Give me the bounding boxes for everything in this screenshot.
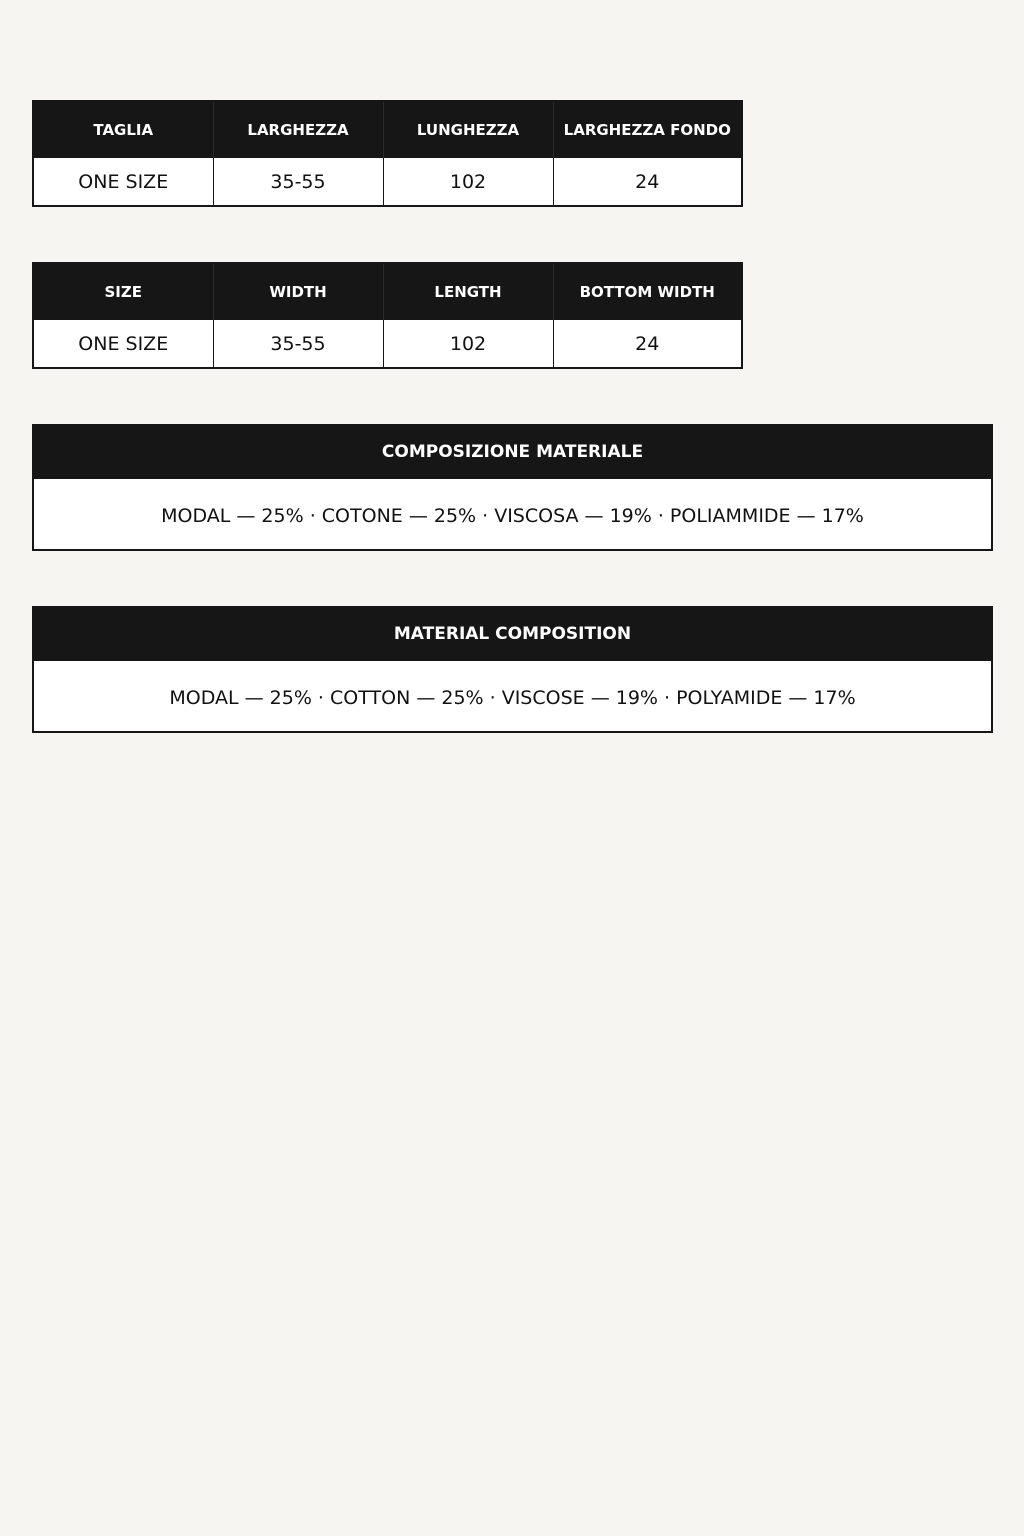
cell-bottom-width: 24: [553, 158, 742, 206]
cell-size: ONE SIZE: [33, 158, 213, 206]
size-table-english: [32, 262, 743, 369]
table-header-row: [33, 263, 742, 320]
cell-width: 35-55: [213, 320, 383, 368]
header-bottom-width: BOTTOM WIDTH: [553, 263, 742, 320]
table-row: [33, 158, 742, 206]
header-width: WIDTH: [213, 263, 383, 320]
header-length: LENGTH: [383, 263, 553, 320]
composition-text: MODAL — 25% · COTTON — 25% · VISCOSE — 19% · POLYAMIDE — 17%: [169, 687, 856, 709]
cell-size: ONE SIZE: [33, 320, 213, 368]
header-lunghezza: LUNGHEZZA: [383, 101, 553, 158]
header-size: SIZE: [33, 263, 213, 320]
cell-length: 102: [383, 320, 553, 368]
composition-title: MATERIAL COMPOSITION: [34, 608, 991, 661]
header-larghezza-fondo: LARGHEZZA FONDO: [553, 101, 742, 158]
composition-text: MODAL — 25% · COTONE — 25% · VISCOSA — 19% · POLIAMMIDE — 17%: [161, 505, 864, 527]
cell-width: 35-55: [213, 158, 383, 206]
header-taglia: TAGLIA: [33, 101, 213, 158]
cell-bottom-width: 24: [553, 320, 742, 368]
table-header-row: [33, 101, 742, 158]
table-row: [33, 320, 742, 368]
composition-title: COMPOSIZIONE MATERIALE: [34, 426, 991, 479]
size-table-italian: [32, 100, 743, 207]
composition-box-italian: [32, 424, 993, 551]
header-larghezza: LARGHEZZA: [213, 101, 383, 158]
cell-length: 102: [383, 158, 553, 206]
composition-box-english: [32, 606, 993, 733]
